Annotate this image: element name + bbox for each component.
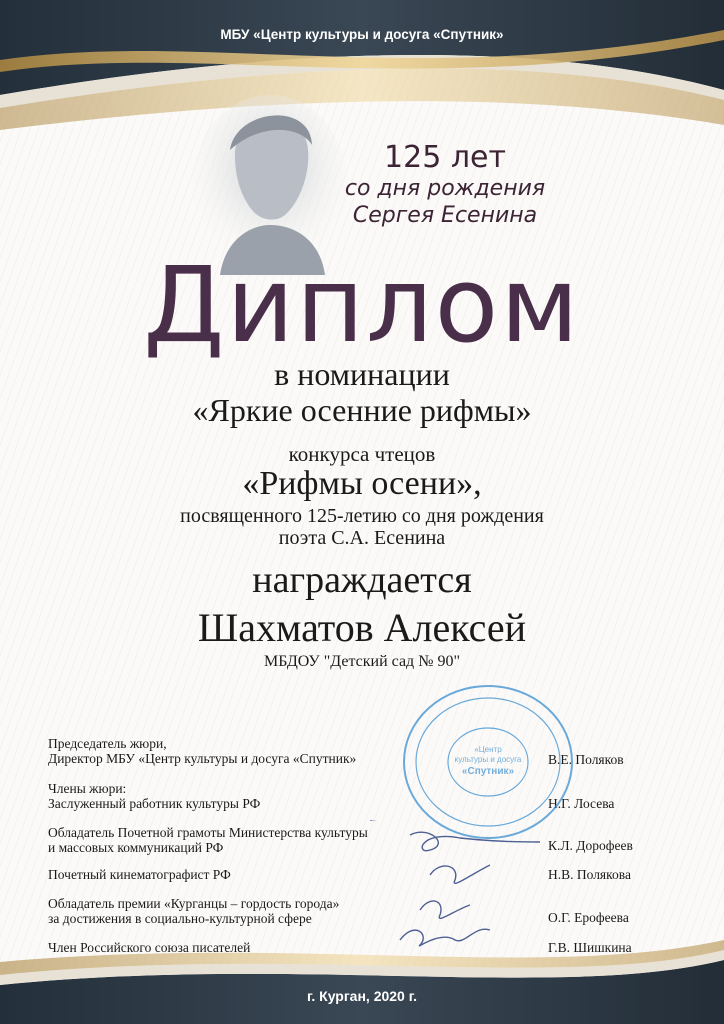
contest-name: «Рифмы осени», [242,465,482,502]
jury-title-5: Обладатель премии «Курганцы – гордость города» за достижения в социально-культурной сфере [48,896,340,926]
jury-name-3: К.Л. Дорофеев [548,838,633,853]
nomination-name: «Яркие осенние рифмы» [192,392,532,428]
awarded-label: награждается [252,559,472,601]
jury-title-6: Член Российского союза писателей [48,940,251,955]
jury-name-5: О.Г. Ерофеева [548,910,629,925]
anniversary-years: 125 лет [384,140,506,175]
anniversary-line3: Сергея Есенина [352,203,538,228]
official-stamp [400,682,575,842]
recipient-institution: МБДОУ "Детский сад № 90" [264,653,460,670]
city-and-year: г. Курган, 2020 г. [306,988,418,1004]
nomination-label: в номинации [274,356,450,392]
svg-text:культуры и досуга: культуры и досуга [454,755,522,764]
organization-header: МБУ «Центр культуры и досуга «Спутник» [220,27,504,42]
signatures [360,820,560,970]
jury-name-1: В.Е. Поляков [548,752,624,767]
jury-name-4: Н.В. Полякова [548,867,631,882]
diploma-title: Диплом [143,244,581,366]
anniversary-line2: со дня рождения [344,176,546,201]
jury-name-2: Н.Г. Лосева [548,796,615,811]
jury-title-2: Члены жюри: Заслуженный работник культуры РФ [48,781,261,811]
svg-text:«Спутник»: «Спутник» [461,766,515,777]
jury-title-4: Почетный кинематографист РФ [48,867,231,882]
contest-label: конкурса чтецов [288,442,436,466]
recipient-name: Шахматов Алексей [197,605,527,650]
jury-title-1: Председатель жюри, Директор МБУ «Центр культуры и досуга «Спутник» [48,736,357,766]
svg-text:«Центр: «Центр [474,745,502,754]
jury-title-3: Обладатель Почетной грамоты Министерства культуры и массовых коммуникаций РФ [48,825,368,855]
contest-dedication: посвященного 125-летию со дня рождения [180,505,544,527]
contest-dedication-2: поэта С.А. Есенина [278,527,446,549]
jury-name-6: Г.В. Шишкина [548,940,632,955]
